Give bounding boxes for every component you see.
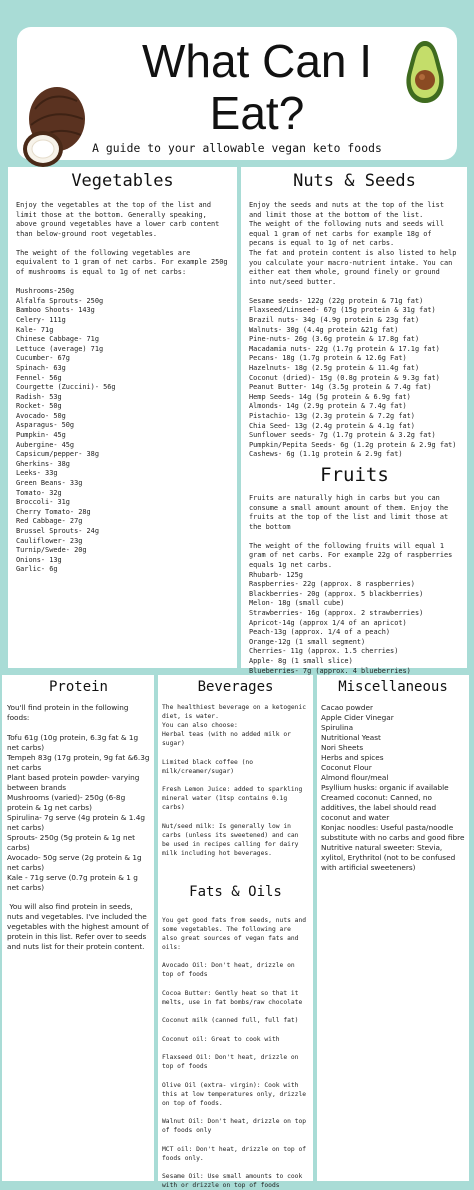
list-item: Apricot-14g (approx 1/4 of an apricot) — [249, 618, 407, 627]
nuts-list — [249, 297, 460, 460]
list-item: Nori Sheets — [321, 743, 364, 752]
list-item: Plant based protein powder- varying between brands — [7, 772, 140, 792]
vegetables-list — [16, 287, 229, 575]
nuts-fruits-panel — [241, 167, 467, 675]
list-item: Mushrooms (varied)- 250g (6-8g protein & 1g net carbs) — [7, 792, 126, 812]
list-item: Cacao powder — [321, 703, 374, 712]
protein-intro: You'll find protein in the following foods: — [7, 703, 129, 722]
list-item: Radish- 53g — [16, 392, 62, 401]
list-item: Pine-nuts- 26g (3.6g protein & 17.8g fat) — [249, 335, 420, 344]
list-item: Onions- 13g — [16, 555, 62, 564]
list-item: Pecans- 18g (1.7g protein & 12.6g Fat) — [249, 354, 407, 363]
list-item: Garlic- 6g — [16, 565, 58, 574]
fruits-intro-2: The weight of the following fruits will equal 1 gram of net carbs. For example 22g of raspberries equals 1g net carbs. — [249, 541, 453, 569]
vegetables-title: Vegetables — [71, 171, 174, 191]
list-item: Cashews- 6g (1.1g protein & 2.9g fat) — [249, 450, 403, 459]
title-line-1: What Can I — [141, 35, 373, 87]
list-item: Coconut Flour — [321, 763, 372, 772]
list-item: Brussel Sprouts- 24g — [16, 527, 99, 535]
list-item: Gherkins- 38g — [16, 459, 70, 468]
list-item: Blackberries- 20g (approx. 5 blackberries) — [249, 589, 424, 598]
vegetables-panel — [8, 167, 237, 668]
list-item: Strawberries- 16g (approx. 2 strawberries) — [249, 608, 424, 617]
list-item: Bamboo Shoots- 143g — [16, 306, 95, 315]
list-item: Cauliflower- 23g — [16, 536, 83, 545]
list-item: Almond flour/meal — [321, 773, 389, 782]
list-item: Celery- 111g — [16, 315, 66, 324]
nuts-intro-2: The weight of the following nuts and seeds will equal 1 gram of net carbs for example 18g of pecans is equal to 1g of net carbs. — [249, 220, 444, 248]
coconut-icon — [21, 79, 87, 181]
list-item: Psyllium husks: organic if available — [321, 783, 449, 792]
list-item: Fennel- 56g — [16, 373, 62, 382]
list-item: Avocado- 50g — [16, 411, 66, 420]
list-item: Peanut Butter- 14g (3.5g protein & 7.4g fat) — [249, 383, 432, 392]
protein-panel — [2, 675, 154, 1181]
protein-list — [7, 733, 150, 893]
list-item: Mushrooms-250g — [16, 287, 75, 296]
list-item: Walnuts- 30g (4.4g protein &21g fat) — [249, 325, 399, 334]
list-item: Chinese Cabbage- 71g — [16, 335, 99, 344]
list-item: Macadamia nuts- 22g (1.7g protein & 17.1g fat) — [249, 344, 440, 353]
list-item: Cherry Tomato- 28g — [16, 507, 91, 516]
list-item: Nutritional Yeast — [321, 733, 381, 742]
list-item: Tofu 61g (10g protein, 6.3g fat & 1g net carbs) — [7, 732, 139, 752]
list-item: Lettuce (average) 71g — [16, 344, 104, 353]
list-item: Hazelnuts- 18g (2.5g protein & 11.4g fat) — [249, 364, 420, 372]
list-item: Pistachio- 13g (2.3g protein & 7.2g fat) — [249, 411, 415, 420]
list-item: Apple- 8g (1 small slice) — [249, 656, 353, 665]
list-item: Raspberries- 22g (approx. 8 raspberries) — [249, 580, 415, 589]
beverages-intro: The healthiest beverage on a ketogenic diet, is water. — [162, 704, 307, 720]
list-item: Cucumber- 67g — [16, 354, 70, 363]
list-item: Coconut (dried)- 15g (0.8g protein & 9.3g fat) — [249, 373, 440, 382]
fats-item: Coconut oil: Great to cook with — [162, 1035, 280, 1043]
list-item: Cherries- 11g (approx. 1.5 cherries) — [249, 647, 399, 656]
fruits-list — [249, 571, 460, 677]
list-item: Sesame seeds- 122g (22g protein & 71g fat) — [249, 296, 424, 305]
misc-title: Miscellaneous — [338, 679, 448, 695]
list-item: Orange-12g (1 small segment) — [249, 637, 366, 646]
list-item: Sunflower seeds- 7g (1.7g protein & 3.2g fat) — [249, 431, 436, 440]
list-item: Rocket- 50g — [16, 402, 62, 411]
fats-item: Olive Oil (extra- virgin): Cook with this at low temperatures only, drizzle on top of foods. — [162, 1081, 307, 1107]
fats-item: Avocado Oil: Don't heat, drizzle on top of foods — [162, 962, 295, 978]
fruits-intro-1: Fruits are naturally high in carbs but you can consume a small amount amount of them. Enjoy the fruits at the top of the list and limit those at the bottom — [249, 493, 449, 531]
list-item: Nutritive natural sweeter: Stevia, xylitol, Erythritol (not to be confused with artificial sweeteners) — [321, 843, 456, 872]
list-item: Creamed coconut: Canned, no additives, the label should read coconut and water — [321, 793, 437, 822]
list-item: Apple Cider Vinegar — [321, 713, 394, 722]
list-item: Sprouts- 250g (5g protein & 1g net carbs) — [7, 832, 135, 852]
fats-item: MCT oil: Don't heat, drizzle on top of foods only. — [162, 1145, 307, 1162]
list-item: Green Beans- 33g — [16, 479, 83, 488]
beverages-herbal: Herbal teas (with no added milk or sugar) — [162, 731, 291, 747]
header-panel — [17, 27, 457, 160]
list-item: Herbs and spices — [321, 753, 384, 762]
avocado-icon — [400, 37, 450, 111]
fats-title: Fats & Oils — [189, 883, 282, 900]
list-item: Alfalfa Sprouts- 250g — [16, 296, 104, 305]
fats-item: Sesame Oil: Use small amounts to cook with or drizzle on top of foods — [162, 1173, 303, 1189]
fats-item: Walnut Oil: Don't heat, drizzle on top of foods only — [162, 1118, 307, 1134]
fats-item: Cocoa Butter: Gently heat so that it melts, use in fat bombs/raw chocolate — [162, 989, 303, 1006]
beverages-nutmilk: Nut/seed milk: Is generally low in carbs (unless its sweetened) and can be used in recipes calling for dairy milk including hot beverages. — [162, 822, 299, 857]
list-item: Capsicum/pepper- 38g — [16, 450, 99, 459]
list-item: Hemp Seeds- 14g (5g protein & 6.9g fat) — [249, 392, 411, 401]
list-item: Tomato- 32g — [16, 488, 62, 497]
list-item: Red Cabbage- 27g — [16, 517, 83, 526]
beverages-fats-panel — [158, 675, 313, 1189]
nuts-intro-1: Enjoy the seeds and nuts at the top of the list and limit those at the bottom of the list. — [249, 201, 444, 219]
list-item: Tempeh 83g (17g protein, 9g fat &6.3g net carbs — [7, 752, 150, 772]
misc-list — [321, 703, 465, 873]
list-item: Kale - 71g serve (0.7g protein & 1 g net carbs) — [7, 872, 138, 892]
list-item: Kale- 71g — [16, 325, 54, 334]
list-item: Blueberries- 7g (approx. 4 blueberries) — [249, 666, 411, 675]
list-item: Flaxseed/Linseed- 67g (15g protein & 31g fat) — [249, 306, 436, 315]
beverages-choose: You can also choose: — [162, 722, 238, 729]
list-item: Turnip/Swede- 20g — [16, 546, 87, 555]
list-item: Peach-13g (approx. 1/4 of a peach) — [249, 628, 391, 637]
protein-outro: You will also find protein in seeds, nuts and vegetables. I've included the vegetables with the highest amount of protein in this list. Refer over to seeds and nuts list for their protein content. — [7, 902, 151, 951]
fats-item: Flaxseed Oil: Don't heat, drizzle on top of foods — [162, 1054, 299, 1070]
list-item: Avocado- 50g serve (2g protein & 1g net carbs) — [7, 852, 142, 872]
list-item: Leeks- 33g — [16, 469, 58, 478]
nuts-title: Nuts & Seeds — [293, 171, 416, 191]
fruits-title: Fruits — [320, 463, 389, 486]
miscellaneous-panel — [317, 675, 469, 1181]
list-item: Melon- 18g (small cube) — [249, 599, 345, 608]
beverages-title: Beverages — [197, 679, 274, 695]
vegetables-intro-2: The weight of the following vegetables are equivalent to 1 gram of net carbs. For example 250g of mushrooms is equal to 1g of net carbs: — [16, 248, 228, 277]
list-item: Brazil nuts- 34g (4.9g protein & 23g fat) — [249, 316, 420, 325]
list-item: Aubergine- 45g — [16, 440, 75, 449]
list-item: Chia Seed- 13g (2.4g protein & 4.1g fat) — [249, 421, 415, 430]
list-item: Pumpkin/Pepita Seeds- 6g (1.2g protein & 2.9g fat) — [249, 440, 457, 449]
page-title — [87, 35, 427, 139]
list-item: Spirulina — [321, 723, 354, 732]
protein-title: Protein — [48, 679, 108, 695]
list-item: Asparagus- 50g — [16, 421, 75, 430]
nuts-intro-3: The fat and protein content is also listed to help you calculate your macro-nutrient intake. You can either eat them whole, ground finely or ground into nut/seed butter. — [249, 248, 457, 286]
title-line-2: Eat? — [209, 87, 305, 139]
list-item: Broccoli- 31g — [16, 498, 70, 507]
list-item: Pumpkin- 45g — [16, 431, 66, 440]
list-item: Almonds- 14g (2.9g protein & 7.4g fat) — [249, 402, 407, 411]
page-subtitle: A guide to your allowable vegan keto foods — [92, 142, 382, 155]
list-item: Rhubarb- 125g — [249, 570, 303, 579]
list-item: Spinach- 63g — [16, 363, 66, 372]
list-item: Spirulina- 7g serve (4g protein & 1.4g net carbs) — [7, 812, 145, 832]
beverages-coffee: Limited black coffee (no milk/creamer/sugar) — [162, 758, 253, 775]
vegetables-intro-1: Enjoy the vegetables at the top of the list and limit those at the bottom. Generally speaking, above ground vegetables have a lower carb content than below-ground root vegetables. — [16, 201, 220, 238]
beverages-lemon: Fresh Lemon Juice: added to sparkling mineral water (1tsp contains 0.1g carbs) — [162, 786, 303, 811]
list-item: Courgette (Zuccini)- 56g — [16, 383, 116, 392]
list-item: Konjac noodles: Useful pasta/noodle substitute with no carbs and good fibre — [321, 823, 465, 842]
fats-item: Coconut milk (canned full, full fat) — [162, 1017, 299, 1024]
fats-intro: You get good fats from seeds, nuts and some vegetables. The following are also great sources of vegan fats and oils: — [162, 916, 307, 951]
